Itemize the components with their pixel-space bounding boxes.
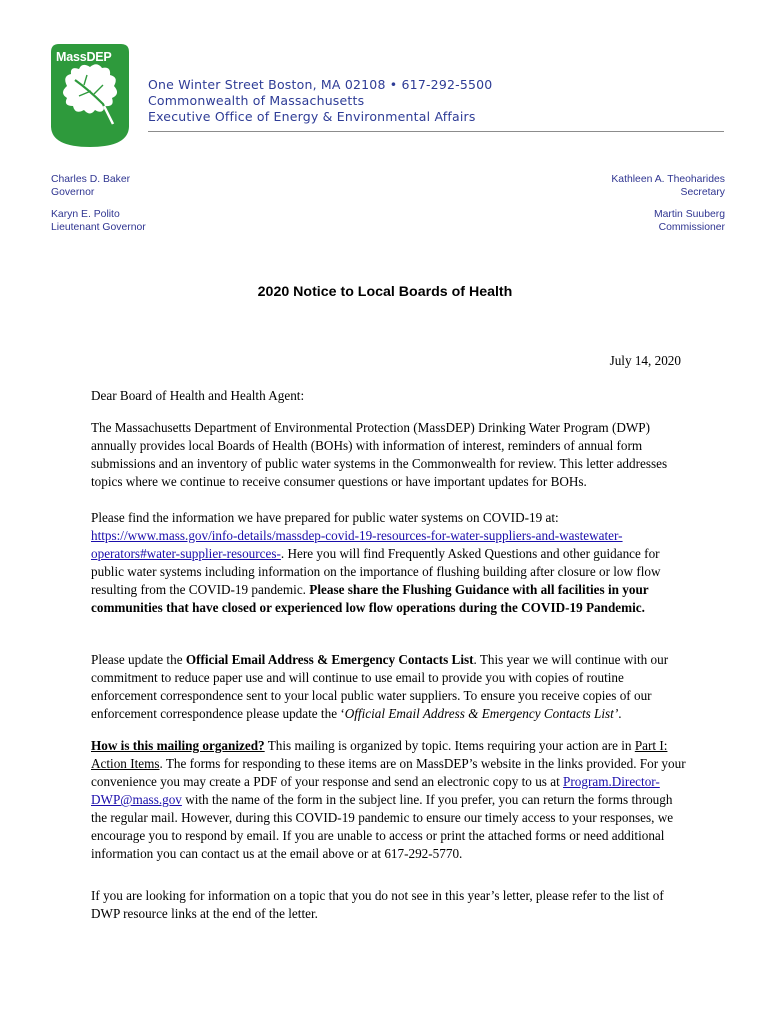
paragraph-covid (91, 509, 691, 617)
official-title: Lieutenant Governor (51, 221, 146, 233)
official-title: Commissioner (658, 221, 725, 233)
letter-date: July 14, 2020 (609, 353, 681, 368)
paragraph-organization (91, 737, 691, 863)
program-director-email-link[interactable]: Program.Director-DWP@mass.gov (91, 774, 660, 807)
letterhead-address: One Winter Street Boston, MA 02108 • 617-292-5500 (148, 77, 493, 92)
official-name: Kathleen A. Theoharides (611, 174, 725, 185)
official-title: Secretary (680, 186, 725, 198)
paragraph-contacts (91, 651, 691, 723)
letterhead-org-line1: Commonwealth of Massachusetts (148, 93, 365, 108)
letterhead-divider (148, 131, 724, 132)
covid-lead-text: Please find the information we have prepared for public water systems on COVID-19 at: (91, 510, 559, 525)
official-title: Governor (51, 186, 95, 198)
organization-text-3: with the name of the form in the subject line. If you prefer, you can return the forms through the regular mail. However, during this COVID-19 pandemic to ensure our timely access to your responses, we encourage you to respond by email. If you are unable to access or print the attached forms or need additional information you can contact us at the email above or at 617-292-5770. (91, 792, 674, 861)
organization-text-1: This mailing is organized by topic. Items requiring your action are in (264, 738, 635, 753)
salutation: Dear Board of Health and Health Agent: (91, 388, 305, 403)
massdep-logo (51, 44, 129, 147)
paragraph-resources: If you are looking for information on a topic that you do not see in this year’s letter, please refer to the list of DWP resource links at the end of the letter. (91, 888, 664, 921)
organization-text-2: . The forms for responding to these items are on MassDEP’s website in the links provided. For your convenience you may create a PDF of your response and send an electronic copy to us at (91, 756, 686, 789)
contacts-body-text: . This year we will continue with our commitment to reduce paper use and will continue to use email to provide you with copies of routine enforcement correspondence sent to your local public water suppliers. To ensure you receive copies of our enforcement correspondence please update the ‘ (91, 652, 669, 721)
contacts-end-text: . (618, 706, 622, 721)
official-name: Karyn E. Polito (51, 209, 120, 220)
contacts-list-name: Official Email Address & Emergency Contacts List (185, 652, 474, 667)
official-name: Martin Suuberg (653, 209, 725, 220)
official-governor (51, 174, 130, 199)
official-commissioner (654, 209, 725, 234)
paragraph-intro: The Massachusetts Department of Environmental Protection (MassDEP) Drinking Water Program (DWP) annually provides local Boards of Health (BOHs) with information of interest, reminders of annual form submissions and an inventory of public water systems in the Commonwealth for review. This letter addresses topics where we continue to receive consumer questions or have important updates for BOHs. (91, 420, 668, 489)
official-name: Charles D. Baker (51, 174, 131, 185)
part-one-reference: Part I: Action Items (91, 738, 668, 771)
covid-guidance-text: . Here you will find Frequently Asked Questions and other guidance for public water systems including information on the importance of flushing building after closure or low flow resulting from the COVID-19 pandemic. (91, 546, 661, 597)
contacts-lead-text: Please update the (91, 652, 186, 667)
logo-wordmark: MassDEP (56, 50, 112, 64)
letterhead-org-line2: Executive Office of Energy & Environmental Affairs (148, 109, 476, 124)
document-title: 2020 Notice to Local Boards of Health (257, 284, 513, 300)
covid-resources-link[interactable]: https://www.mass.gov/info-details/massdep-covid-19-resources-for-water-suppliers-and-wastewater-operators#water-supplier-resources- (91, 528, 623, 561)
organization-heading: How is this mailing organized? (91, 738, 265, 753)
official-secretary (611, 174, 725, 199)
contacts-list-italic: Official Email Address & Emergency Contacts List’ (344, 706, 619, 721)
flushing-guidance-notice: Please share the Flushing Guidance with all facilities in your communities that have closed or experienced low flow operations during the COVID-19 Pandemic. (91, 582, 649, 615)
official-lieutenant-governor (51, 209, 146, 234)
